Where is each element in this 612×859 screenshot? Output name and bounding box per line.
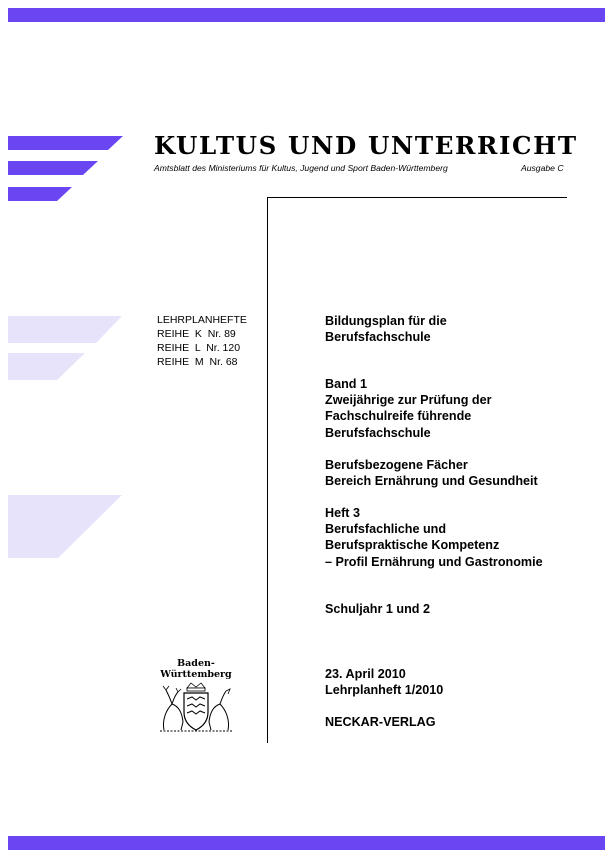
band-line: Zweijährige zur Prüfung der xyxy=(325,393,492,408)
plan-title-line: Bildungsplan für die xyxy=(325,314,447,328)
stripe-dark-2 xyxy=(8,161,98,175)
band-section xyxy=(325,376,492,441)
state-logo xyxy=(150,658,242,736)
stripe-dark-3 xyxy=(8,187,72,201)
decorative-stripes xyxy=(0,0,130,570)
band-line: Berufsfachschule xyxy=(325,425,431,440)
vertical-divider xyxy=(267,197,268,743)
logo-line: Württemberg xyxy=(160,669,232,680)
school-year: Schuljahr 1 und 2 xyxy=(325,602,430,616)
horizontal-divider xyxy=(267,197,567,198)
heft-line: Berufsfachliche und xyxy=(325,522,447,537)
heft-line: Berufspraktische Kompetenz xyxy=(325,538,500,553)
publisher: NECKAR-VERLAG xyxy=(325,715,436,729)
series-line: REIHE K Nr. 89 xyxy=(157,328,236,340)
stripe-light-1 xyxy=(8,316,122,343)
band-line: Fachschulreife führende xyxy=(325,409,472,424)
coat-of-arms-icon xyxy=(156,682,236,734)
logo-line: Baden- xyxy=(177,658,215,669)
series-info xyxy=(157,313,247,369)
heft-line: Heft 3 xyxy=(325,506,360,520)
band-line: Band 1 xyxy=(325,377,367,391)
bottom-accent-bar xyxy=(8,836,605,850)
edition-label: Ausgabe C xyxy=(521,163,564,173)
series-line: LEHRPLANHEFTE xyxy=(157,314,247,326)
subjects-line: Berufsbezogene Fächer xyxy=(325,458,468,472)
subjects-section xyxy=(325,457,538,489)
plan-title xyxy=(325,313,447,345)
publication-date: 23. April 2010 xyxy=(325,667,406,681)
logo-text xyxy=(150,658,242,680)
stripe-dark-1 xyxy=(8,136,123,150)
series-line: REIHE L Nr. 120 xyxy=(157,342,241,354)
masthead-subtitle: Amtsblatt des Ministeriums für Kultus, Jugend und Sport Baden-Württemberg xyxy=(154,163,448,173)
publication-issue: Lehrplanheft 1/2010 xyxy=(325,683,444,698)
stripe-light-2 xyxy=(8,353,85,380)
heft-section xyxy=(325,505,543,570)
stripe-light-3 xyxy=(8,495,122,558)
subjects-line: Bereich Ernährung und Gesundheit xyxy=(325,474,538,489)
masthead-title: KULTUS UND UNTERRICHT xyxy=(154,131,578,160)
plan-title-line: Berufsfachschule xyxy=(325,330,431,345)
publication-info xyxy=(325,666,443,698)
series-line: REIHE M Nr. 68 xyxy=(157,356,238,368)
heft-line: – Profil Ernährung und Gastronomie xyxy=(325,554,543,569)
